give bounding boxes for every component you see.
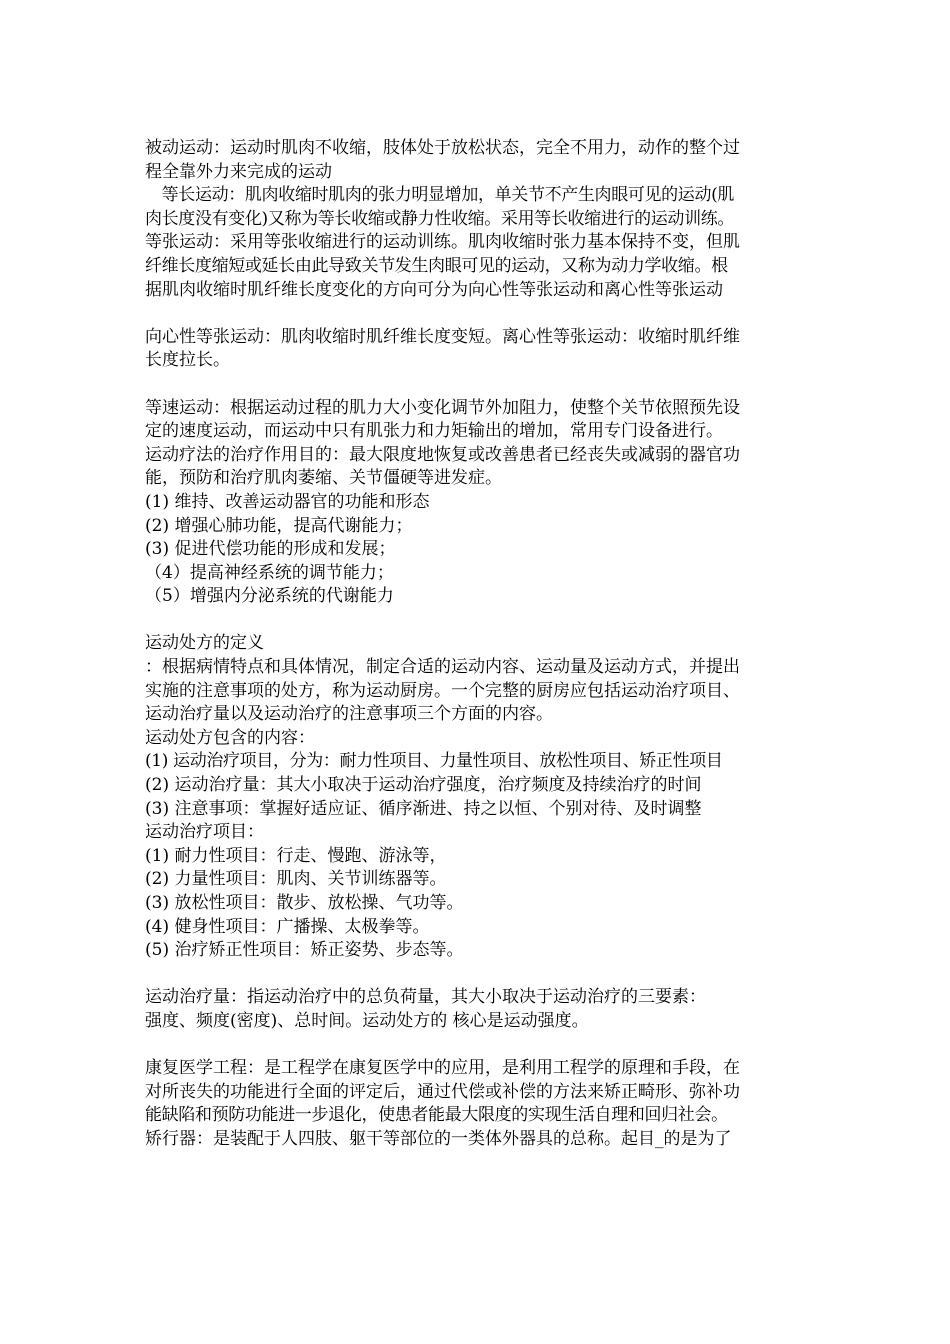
- text-line: 康复医学工程：是工程学在康复医学中的应用，是利用工程学的原理和手段，在: [145, 1058, 740, 1079]
- text-line: 等速运动：根据运动过程的肌力大小变化调节外加阻力，使整个关节依照预先设: [145, 397, 740, 418]
- text-line: 等长运动：肌肉收缩时肌肉的张力明显增加，单关节不产生肉眼可见的运动(肌: [145, 185, 735, 206]
- blank-line: [145, 609, 815, 633]
- text-line: 运动治疗量以及运动治疗的注意事项三个方面的内容。: [145, 704, 553, 725]
- list-item: (1) 耐力性项目：行走、慢跑、游泳等，: [145, 845, 447, 866]
- text-line: 矫行器：是装配于人四肢、躯干等部位的一类体外器具的总称。起目_的是为了: [145, 1128, 732, 1149]
- text-line: 向心性等张运动：肌肉收缩时肌纤维长度变短。离心性等张运动：收缩时肌纤维: [145, 326, 740, 347]
- list-item: (3) 放松性项目：散步、放松操、气功等。: [145, 893, 464, 913]
- list-item: (2) 力量性项目：肌肉、关节训练器等。: [145, 869, 447, 890]
- text-line: 被动运动：运动时肌肉不收缩，肢体处于放松状态，完全不用力，动作的整个过: [145, 138, 740, 158]
- text-line: 程全靠外力来完成的运动: [145, 161, 332, 182]
- text-line: 运动治疗量：指运动治疗中的总负荷量，其大小取决于运动治疗的三要素：: [145, 987, 706, 1008]
- list-item: (1) 运动治疗项目，分为：耐力性项目、力量性项目、放松性项目、矫正性项目: [145, 751, 723, 772]
- document-body: [145, 137, 815, 1152]
- list-item: (3) 注意事项：掌握好适应证、循序渐进、持之以恒、个别对待、及时调整: [145, 798, 702, 819]
- list-item: （4）提高神经系统的调节能力；: [145, 562, 394, 583]
- list-item: (1) 维持、改善运动器官的功能和形态: [145, 491, 430, 512]
- list-item: (2) 运动治疗量：其大小取决于运动治疗强度，治疗频度及持续治疗的时间: [145, 775, 702, 796]
- text-line: ：根据病情特点和具体情况，制定合适的运动内容、运动量及运动方式，并提出: [145, 657, 740, 678]
- text-line: 对所丧失的功能进行全面的评定后，通过代偿或补偿的方法来矫正畸形、弥补功: [145, 1081, 740, 1102]
- list-item: (3) 促进代偿功能的形成和发展；: [145, 539, 396, 560]
- blank-line: [145, 302, 815, 326]
- text-line: 运动处方包含的内容：: [145, 727, 315, 748]
- text-line: 强度、频度(密度)、总时间。运动处方的 核心是运动强度。: [145, 1010, 589, 1031]
- text-line: 长度拉长。: [145, 350, 230, 371]
- blank-line: [145, 1034, 815, 1058]
- list-item: (4) 健身性项目：广播操、太极拳等。: [145, 916, 430, 937]
- text-line: 实施的注意事项的处方，称为运动厨房。一个完整的厨房应包括运动治疗项目、: [145, 680, 740, 701]
- text-line: 能，预防和治疗肌肉萎缩、关节僵硬等进发症。: [145, 468, 502, 489]
- list-item: (5) 治疗矫正性项目：矫正姿势、步态等。: [145, 940, 464, 961]
- blank-line: [145, 963, 815, 987]
- list-item: (2) 增强心肺功能，提高代谢能力；: [145, 515, 413, 536]
- text-line: 纤维长度缩短或延长由此导致关节发生肉眼可见的运动，又称为动力学收缩。根: [145, 255, 728, 276]
- text-line: 定的速度运动，而运动中只有肌张力和力矩输出的增加，常用专门设备进行。: [145, 421, 723, 442]
- text-line: 肉长度没有变化)又称为等长收缩或静力性收缩。采用等长收缩进行的运动训练。: [145, 208, 735, 229]
- text-line: 据肌肉收缩时肌纤维长度变化的方向可分为向心性等张运动和离心性等张运动: [145, 279, 723, 300]
- list-item: （5）增强内分泌系统的代谢能力: [145, 586, 394, 607]
- section-heading: 运动处方的定义: [145, 633, 264, 654]
- text-line: 运动疗法的治疗作用目的：最大限度地恢复或改善患者已经丧失或减弱的器官功: [145, 444, 740, 465]
- text-line: 能缺陷和预防功能进一步退化，使患者能最大限度的实现生活自理和回归社会。: [145, 1105, 728, 1126]
- blank-line: [145, 373, 815, 397]
- text-line: 等张运动：采用等张收缩进行的运动训练。肌肉收缩时张力基本保持不变，但肌: [145, 232, 740, 253]
- text-line: 运动治疗项目：: [145, 822, 264, 843]
